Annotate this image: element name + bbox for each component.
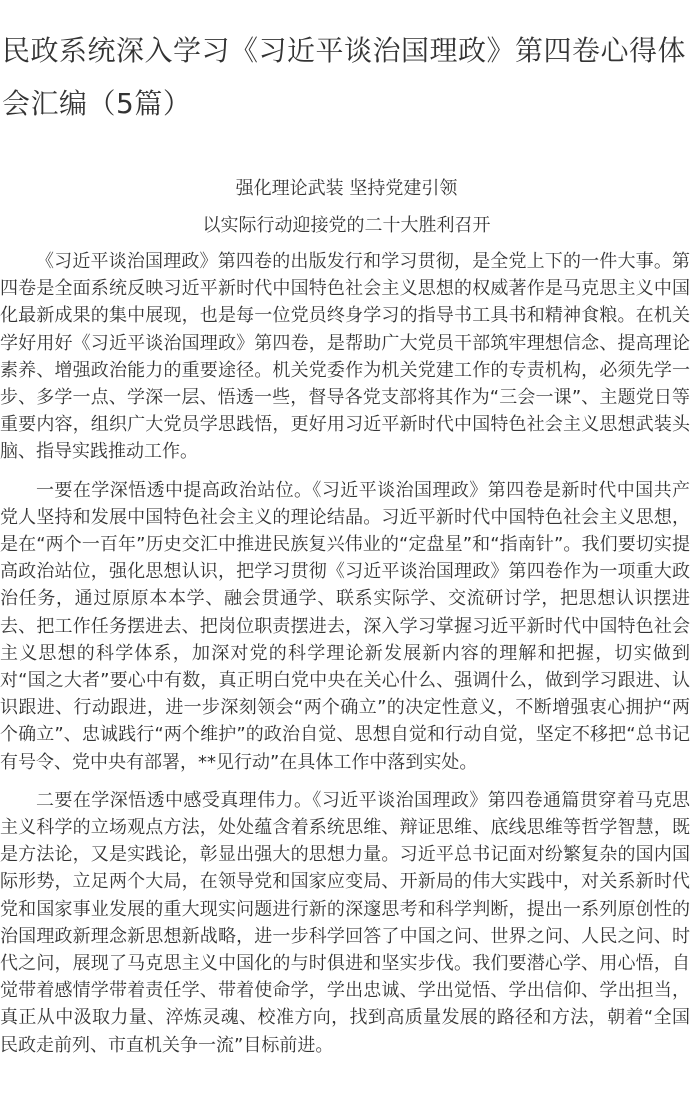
subtitle-line-1: 强化理论武装 坚持党建引领 [235, 178, 458, 199]
paragraph-intro: 《习近平谈治国理政》第四卷的出版发行和学习贯彻，是全党上下的一件大事。第四卷是全面系统反映习近平新时代中国特色社会主义思想的权威著作是马克思主义中国化最新成果的集中展现，也是每一位党员终身学习的指导书工具书和精神食粮。在机关学好用好《习近平谈治国理政》第四卷，是帮助广大党员干部筑牢理想信念、提高理论素养、增强政治能力的重要途径。机关党委作为机关党建工作的专责机构，必须先学一步、多学一点、学深一层、悟透一些，督导各党支部将其作为“三会一课”、主题党日等重要内容，组织广大党员学思践悟，更好用习近平新时代中国特色社会主义思想武装头脑、指导实践推动工作。 [0, 251, 690, 463]
document-title: 民政系统深入学习《习近平谈治国理政》第四卷心得体会汇编（5篇） [2, 34, 687, 120]
paragraph-point-one: 一要在学深悟透中提高政治站位。《习近平谈治国理政》第四卷是新时代中国共产党人坚持和发展中国特色社会主义的理论结晶。习近平新时代中国特色社会主义思想，是在“两个一百年”历史交汇中推进民族复兴伟业的“定盘星”和“指南针”。我们要切实提高政治站位，强化思想认识，把学习贯彻《习近平谈治国理政》第四卷作为一项重大政治任务，通过原原本本学、融会贯通学、联系实际学、交流研讨学，把思想认识摆进去、把工作任务摆进去、把岗位职责摆进去，深入学习掌握习近平新时代中国特色社会主义思想的科学体系，加深对党的科学理论新发展新内容的理解和把握，切实做到对“国之大者”要心中有数，真正明白党中央在关心什么、强调什么，做到学习跟进、认识跟进、行动跟进，进一步深刻领会“两个确立”的决定性意义，不断增强衷心拥护“两个确立”、忠诚践行“两个维护”的政治自觉、思想自觉和行动自觉，坚定不移把“总书记有号令、党中央有部署，**见行动”在具体工作中落到实处。 [0, 479, 690, 773]
subtitle-line-2: 以实际行动迎接党的二十大胜利召开 [202, 215, 491, 236]
paragraph-point-two: 二要在学深悟透中感受真理伟力。《习近平谈治国理政》第四卷通篇贯穿着马克思主义科学的立场观点方法，处处蕴含着系统思维、辩证思维、底线思维等哲学智慧，既是方法论，又是实践论，彰显出强大的思想力量。习近平总书记面对纷繁复杂的国内国际形势，立足两个大局，在领导党和国家应变局、开新局的伟大实践中，对关系新时代党和国家事业发展的重大现实问题进行新的深邃思考和科学判断，提出一系列原创性的治国理政新理念新思想新战略，进一步科学回答了中国之问、世界之问、人民之问、时代之问，展现了马克思主义中国化的与时俱进和坚实步伐。我们要潜心学、用心悟，自觉带着感情学带着责任学、带着使命学，学出忠诚、学出觉悟、学出信仰、学出担当，真正从中汲取力量、淬炼灵魂、校准方向，找到高质量发展的路径和方法，朝着“全国民政走前列、市直机关争一流”目标前进。 [0, 789, 690, 1056]
